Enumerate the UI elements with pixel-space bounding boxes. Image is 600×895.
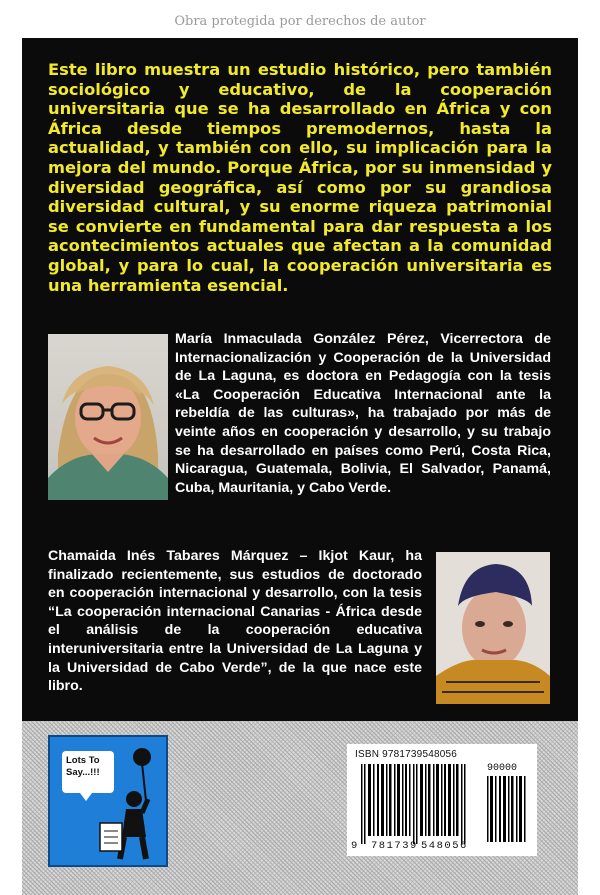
book-blurb: Este libro muestra un estudio histórico, pero también sociológico y educativo, de la cooperación universitaria que se ha desarrollado en África y con África desde tiempos premodernos, hasta la actualidad, y también con ello, su implicación para la mejora del mundo. Porque África, por su inmensidad y diversidad geográfica, así como por su grandiosa diversidad cultural, y su enorme riqueza patrimonial se convierte en fundamental para dar respuesta a los acontecimientos actuales que afectan a la comunidad global, y para lo cual, la cooperación universitaria es una herramienta esencial. bbox=[48, 60, 552, 295]
price-addon: 90000 bbox=[487, 763, 518, 774]
barcode-digits-left: 781739 bbox=[371, 840, 418, 852]
isbn-barcode bbox=[347, 744, 537, 856]
barcode-digit-lead: 9 bbox=[351, 840, 358, 852]
barcode-digits-right: 548056 bbox=[421, 840, 468, 852]
author2-bio: Chamaida Inés Tabares Márquez – Ikjot Kaur, ha finalizado recientemente, sus estudios de doctorado en cooperación internacional y desarrollo, con la tesis “La cooperación internacional Canarias - África desde el análisis de la cooperación educativa interuniversitaria entre la Universidad de La Laguna y la Universidad de Cabo Verde”, de la que nace este libro. bbox=[48, 548, 422, 695]
author1-bio: María Inmaculada González Pérez, Vicerrectora de Internacionalización y Cooperación de la Universidad de La Laguna, es doctora en Pedagogía con la tesis «La Cooperación Educativa Internacional ante la rebeldía de las culturas», ha trabajado por más de veinte años en cooperación y desarrollo, y su trabajo se ha desarrollado en países como Perú, Costa Rica, Nicaragua, Guatemala, Bolivia, El Salvador, Panamá, Cuba, Mauritania, y Cabo Verde. bbox=[175, 331, 551, 496]
logo-speech-bubble: Lots To Say...!!! bbox=[62, 751, 114, 793]
author1-photo bbox=[48, 334, 168, 500]
isbn-label: ISBN 9781739548056 bbox=[355, 749, 458, 760]
publisher-logo bbox=[48, 735, 168, 867]
copyright-watermark: Obra protegida por derechos de autor bbox=[174, 14, 426, 29]
author2-photo bbox=[436, 552, 550, 704]
